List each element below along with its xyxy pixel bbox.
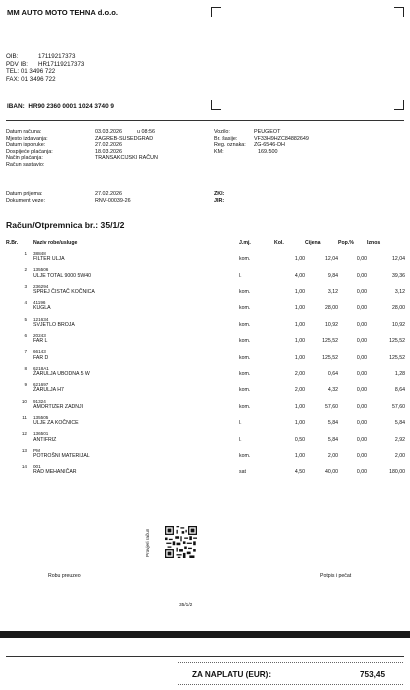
col-name: Naziv robe/usluge	[33, 240, 78, 246]
value: PEUGEOT	[254, 129, 281, 135]
item-code: 236294	[33, 283, 49, 289]
row-number: 10	[21, 398, 27, 404]
item-amount: 3,12	[394, 288, 405, 295]
row-spacer	[6, 387, 33, 398]
item-qty: 1,00	[294, 354, 305, 361]
iban-label: IBAN:	[7, 103, 25, 110]
row-spacer	[6, 453, 33, 464]
value: 01 3496 722	[21, 75, 56, 83]
item-amount: 28,00	[392, 305, 405, 312]
table-row	[6, 305, 405, 316]
item-price: 2,00	[327, 452, 338, 459]
item-qty: 4,00	[294, 272, 305, 279]
items-body	[6, 251, 405, 480]
row-number: 14	[21, 464, 27, 470]
value: 01 3496 722	[20, 68, 56, 76]
item-qty: 1,00	[294, 452, 305, 459]
item-unit: kom.	[239, 354, 251, 361]
footer-bar	[0, 631, 410, 638]
seller-details	[6, 53, 84, 83]
item-code: 121634	[33, 316, 49, 322]
label: KM:	[214, 148, 224, 155]
row-spacer	[6, 289, 33, 300]
total-value: 753,45	[360, 670, 386, 679]
table-row	[6, 371, 405, 382]
divider	[6, 120, 404, 121]
window-corner-br	[394, 100, 404, 110]
row-spacer	[6, 256, 33, 267]
vehicle-info	[214, 129, 309, 155]
seller-oib-row	[6, 53, 84, 61]
item-unit: kom.	[239, 321, 251, 328]
label: Mjesto izdavanja:	[6, 135, 48, 142]
item-price: 125,52	[322, 338, 338, 345]
row-spacer	[6, 322, 33, 333]
item-name: KUGLA	[33, 305, 51, 312]
company-name: MM AUTO MOTO TEHNA d.o.o.	[7, 8, 118, 17]
table-row	[6, 387, 405, 398]
row-spacer	[6, 469, 33, 480]
table-row	[6, 322, 405, 333]
item-code: 6218A1	[33, 365, 49, 371]
seller-pdv-row	[6, 61, 84, 69]
item-name: SVJETLO BROJA	[33, 321, 75, 328]
jir-label: JIR:	[214, 197, 225, 204]
iban-value: HR90 2360 0001 1024 3740 9	[28, 103, 114, 110]
value: 169.500	[258, 148, 278, 155]
row-number: 9	[24, 382, 27, 388]
item-price: 28,00	[325, 305, 338, 312]
item-qty: 1,00	[294, 338, 305, 345]
item-price: 4,32	[327, 387, 338, 394]
item-unit: sat	[239, 469, 246, 476]
item-qty: 1,00	[294, 305, 305, 312]
item-discount: 0,00	[356, 338, 367, 345]
window-corner-bl	[211, 100, 221, 110]
value: RNV-00039-26	[95, 197, 131, 204]
item-unit: kom.	[239, 387, 251, 394]
item-qty: 2,00	[294, 370, 305, 377]
row-number: 6	[24, 332, 27, 338]
divider	[6, 656, 404, 657]
item-unit: l.	[239, 272, 242, 279]
value: 27.02.2026	[95, 191, 122, 197]
row-number: 8	[24, 365, 27, 371]
invoice-info	[6, 129, 158, 168]
row-number: 4	[24, 300, 27, 306]
iban-row	[7, 103, 114, 110]
item-amount: 125,52	[389, 338, 405, 345]
item-amount: 180,00	[389, 469, 405, 476]
row-spacer	[6, 437, 33, 448]
item-name: POTROŠNI MATERIJAL	[33, 452, 90, 459]
item-code: 91324	[33, 398, 46, 404]
label: Datum isporuke:	[6, 142, 46, 148]
item-price: 10,92	[325, 321, 338, 328]
item-discount: 0,00	[356, 469, 367, 476]
item-code: 621697	[33, 382, 49, 388]
item-qty: 1,00	[294, 403, 305, 410]
item-qty: 2,00	[294, 387, 305, 394]
item-discount: 0,00	[356, 436, 367, 443]
item-code: 66143	[33, 349, 46, 355]
item-name: AMORTIZER ZADNJI	[33, 403, 84, 410]
table-row	[6, 420, 405, 431]
item-qty: 1,00	[294, 256, 305, 263]
item-unit: kom.	[239, 305, 251, 312]
receipt-info	[6, 191, 131, 204]
value: 18.03.2026	[95, 148, 122, 155]
label: Način plaćanja:	[6, 155, 43, 161]
row-number: 13	[21, 447, 27, 453]
item-unit: kom.	[239, 452, 251, 459]
label: Vozilo:	[214, 129, 230, 135]
row-number: 12	[21, 431, 27, 437]
label: Datum prijema:	[6, 191, 43, 197]
value: 17119217373	[38, 53, 76, 60]
total-bottom-dots	[178, 684, 403, 685]
table-row	[6, 453, 405, 464]
table-header	[6, 239, 405, 251]
col-amount: Iznos	[367, 240, 381, 246]
item-unit: kom.	[239, 288, 251, 295]
value: 27.02.2026	[95, 142, 122, 148]
item-amount: 8,64	[394, 387, 405, 394]
label: Br. šasije:	[214, 135, 238, 142]
item-name: ANTIFRIZ	[33, 436, 57, 443]
verify-invoice-label: Provjeri račun	[145, 528, 150, 557]
item-price: 3,12	[327, 288, 338, 295]
value: ZAGREB-SUSEDGRAD	[95, 135, 154, 142]
item-name: ULJE TOTAL 9000 5W40	[33, 272, 92, 279]
item-discount: 0,00	[356, 288, 367, 295]
table-row	[6, 437, 405, 448]
label: TEL:	[6, 68, 20, 76]
zki-label: ZKI:	[214, 191, 225, 197]
table-row	[6, 404, 405, 415]
row-spacer	[6, 371, 33, 382]
label: Dospijeće plaćanja:	[6, 148, 53, 155]
document-title: Račun/Otpremnica br.: 35/1/2	[6, 220, 125, 230]
label: Datum računa:	[6, 129, 42, 135]
label: Račun sastavio:	[6, 161, 45, 168]
item-price: 5,84	[327, 420, 338, 427]
item-unit: l.	[239, 436, 242, 443]
item-code: 20243	[33, 332, 46, 338]
total-label: ZA NAPLATU (EUR):	[192, 670, 272, 679]
item-unit: l.	[239, 420, 242, 427]
info-row	[6, 198, 131, 205]
item-discount: 0,00	[356, 403, 367, 410]
item-code: 001	[33, 464, 41, 470]
item-amount: 57,60	[392, 403, 405, 410]
col-rbr: R.Br.	[6, 240, 19, 246]
item-qty: 0,50	[294, 436, 305, 443]
item-name: ULJE ZA KOČNICE	[33, 420, 79, 427]
window-corner-tr	[394, 7, 404, 17]
item-price: 57,60	[325, 403, 338, 410]
item-discount: 0,00	[356, 321, 367, 328]
value-extra: u 08:56	[137, 129, 155, 135]
item-code: 41196	[33, 300, 46, 306]
received-by-label: Robu preuzeo	[48, 573, 81, 579]
label: FAX:	[6, 75, 20, 83]
item-qty: 1,00	[294, 420, 305, 427]
item-unit: kom.	[239, 256, 251, 263]
value: TRANSAKCIJSKI RAČUN	[95, 155, 158, 161]
item-name: FAR L	[33, 338, 48, 345]
item-code: 38848	[33, 251, 46, 256]
row-spacer	[6, 420, 33, 431]
item-price: 5,84	[327, 436, 338, 443]
label: Dokument veze:	[6, 197, 45, 204]
item-discount: 0,00	[356, 387, 367, 394]
item-discount: 0,00	[356, 452, 367, 459]
item-discount: 0,00	[356, 354, 367, 361]
seller-fax-row	[6, 76, 84, 84]
item-amount: 12,04	[392, 256, 405, 263]
item-qty: 1,00	[294, 321, 305, 328]
fiscal-codes	[214, 191, 224, 204]
item-code: 135506	[33, 267, 49, 273]
row-spacer	[6, 273, 33, 284]
table-row	[6, 289, 405, 300]
value: 03.03.2026	[95, 129, 122, 135]
info-row	[6, 162, 158, 169]
item-name: RAD MEHANIČAR	[33, 469, 77, 476]
item-code: PM	[33, 447, 40, 453]
col-unit: J.mj.	[239, 240, 251, 246]
label: Reg. oznaka:	[214, 142, 246, 148]
item-price: 0,64	[327, 370, 338, 377]
item-amount: 39,36	[392, 272, 405, 279]
item-amount: 10,92	[392, 321, 405, 328]
label: OIB:	[6, 53, 19, 60]
item-amount: 125,52	[389, 354, 405, 361]
table-row	[6, 469, 405, 480]
row-number: 5	[24, 316, 27, 322]
item-price: 40,00	[325, 469, 338, 476]
item-code: 136501	[33, 431, 49, 437]
item-amount: 2,00	[394, 452, 405, 459]
item-discount: 0,00	[356, 305, 367, 312]
row-number: 3	[24, 283, 27, 289]
row-spacer	[6, 338, 33, 349]
window-corner-tl	[211, 7, 221, 17]
item-discount: 0,00	[356, 272, 367, 279]
row-spacer	[6, 404, 33, 415]
item-price: 9,84	[327, 272, 338, 279]
value: HR17119217373	[38, 60, 85, 68]
item-name: FILTER ULJA	[33, 256, 65, 263]
label: PDV IB:	[6, 60, 29, 68]
item-name: SPREJ ČISTAČ KOČNICA	[33, 288, 95, 295]
total-top-dots	[178, 662, 403, 663]
row-number: 1	[24, 251, 27, 256]
item-amount: 1,28	[394, 370, 405, 377]
item-price: 12,04	[325, 256, 338, 263]
value: ZG-6546-DH	[254, 142, 285, 148]
item-unit: kom.	[239, 403, 251, 410]
row-number: 7	[24, 349, 27, 355]
item-discount: 0,00	[356, 420, 367, 427]
row-number: 11	[22, 414, 27, 420]
table-row	[6, 338, 405, 349]
item-discount: 0,00	[356, 370, 367, 377]
item-unit: kom.	[239, 370, 251, 377]
item-price: 125,52	[322, 354, 338, 361]
item-name: FAR D	[33, 354, 49, 361]
seller-tel-row	[6, 68, 84, 76]
table-row	[6, 355, 405, 366]
item-name: ŽARULJA H7	[33, 387, 64, 394]
item-code: 135505	[33, 414, 49, 420]
qr-code-icon	[165, 526, 197, 558]
col-price: Cijena	[305, 240, 321, 246]
item-name: ŽARULJA UBODNA 5 W	[33, 370, 90, 377]
row-spacer	[6, 305, 33, 316]
col-qty: Kol.	[274, 240, 284, 246]
row-spacer	[6, 355, 33, 366]
col-discount: Pop.%	[338, 240, 354, 246]
item-discount: 0,00	[356, 256, 367, 263]
item-qty: 1,00	[294, 288, 305, 295]
item-amount: 5,84	[394, 420, 405, 427]
page-reference: 35/1/2	[179, 603, 193, 608]
items-table	[6, 239, 405, 480]
item-unit: kom.	[239, 338, 251, 345]
item-amount: 2,92	[394, 436, 405, 443]
signature-stamp-label: Potpis i pečat	[320, 573, 352, 579]
value: VF33H9HZC84882649	[254, 135, 309, 142]
row-number: 2	[24, 267, 27, 273]
info-row	[214, 149, 309, 156]
table-row	[6, 256, 405, 267]
table-row	[6, 273, 405, 284]
item-qty: 4,50	[294, 469, 305, 476]
